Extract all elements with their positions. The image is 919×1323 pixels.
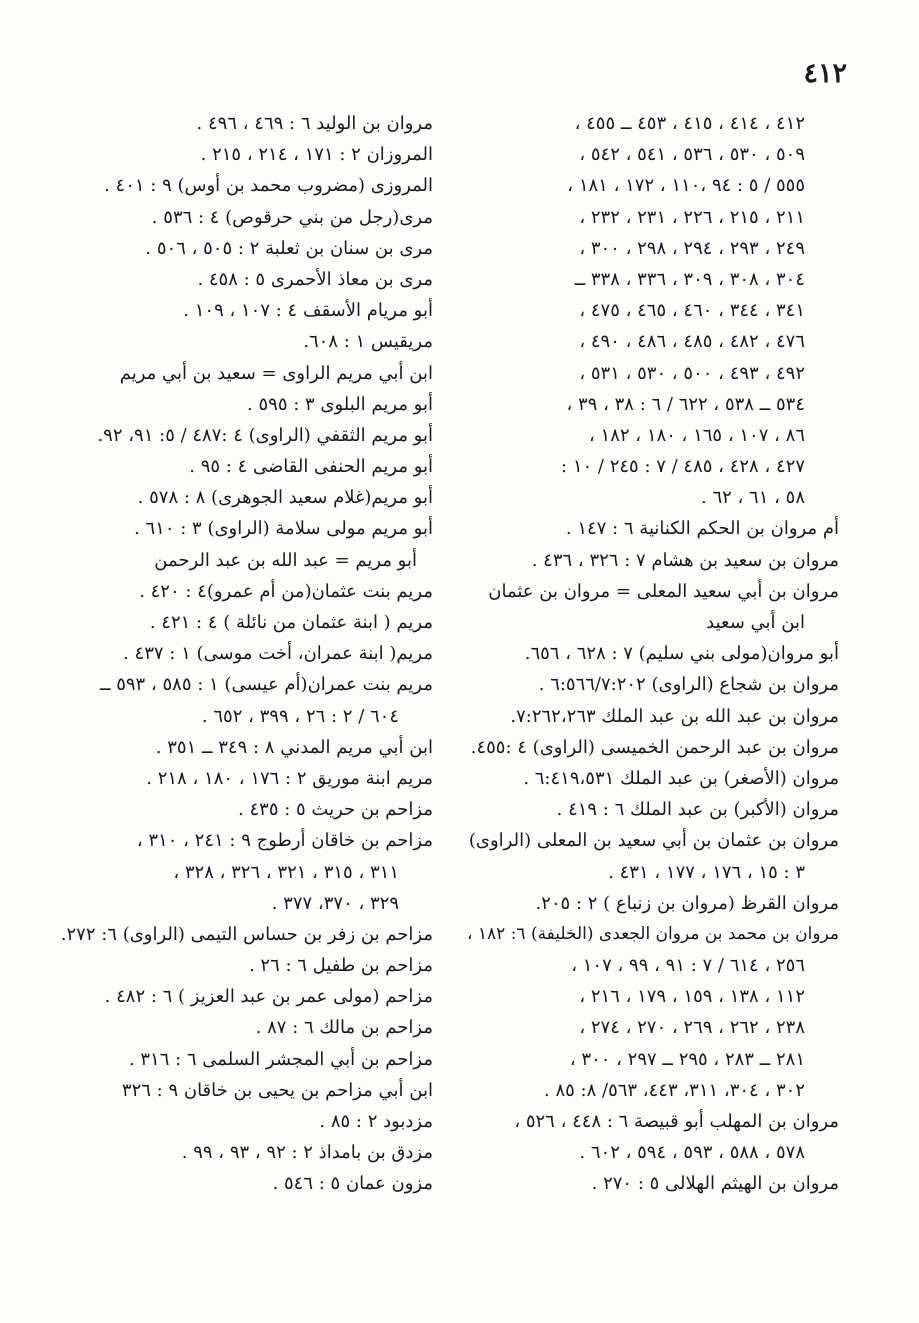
index-line: مروان بن المهلب أبو قبيصة ٦ : ٤٤٨ ، ٥٢٦ ، [514, 1111, 839, 1132]
index-line: مزاحم بن طفيل ٦ : ٢٦ . [248, 955, 433, 977]
index-line: ابن أبي مريم المدني ٨ : ٣٤٩ ــ ٣٥١ . [155, 736, 433, 758]
index-line: مروان بن أبي سعيد المعلى = مروان بن عثمان [488, 580, 839, 602]
index-line: ٣١١ ، ٣١٥ ، ٣٢١ ، ٣٢٦ ، ٣٢٨ ، [173, 861, 399, 883]
index-line: ابن أبي مريم الراوى = سعيد بن أبي مريم [119, 362, 433, 384]
index-line: مزاحم بن زفر بن حساس التيمى (الراوى) ٦: ٢٧٢. [60, 923, 433, 945]
page-number: ٤١٢ [803, 58, 847, 89]
index-line: مريم بنت عثمان(من أم عمرو)٤ : ٤٢٠ . [139, 580, 433, 602]
index-line: ٦٠٤ / ٢ : ٢٦ ، ٣٩٩ ، ٦٥٢ . [201, 705, 399, 727]
index-line: ٤١٢ ، ٤١٤ ، ٤١٥ ، ٤٥٣ ــ ٤٥٥ ، [574, 113, 805, 134]
index-line: ٨٦ ، ١٠٧ ، ١٦٥ ، ١٨٠ ، ١٨٢ ، [589, 424, 805, 446]
index-line: مروان بن الهيثم الهلالى ٥ : ٢٧٠ . [591, 1173, 839, 1195]
index-line: ٣٢٩ ، ٣٧٠، ٣٧٧ . [271, 892, 399, 914]
index-line: ٤٩٢ ، ٤٩٣ ، ٥٠٠ ، ٥٣٠ ، ٥٣١ ، [579, 362, 805, 384]
index-line: مزاحم (مولى عمر بن عبد العزيز ) ٦ : ٤٨٢ . [104, 986, 433, 1008]
index-line: ٢٤٩ ، ٢٩٣ ، ٢٩٤ ، ٢٩٨ ، ٣٠٠ ، [579, 237, 805, 259]
index-line: مروان (الأصغر) بن عبد الملك ٦:٤١٩،٥٣١ . [523, 767, 839, 789]
index-line: ٥٨ ، ٦١ ، ٦٢ . [700, 487, 805, 509]
index-line: مريقيس ١ : ٦٠٨. [303, 331, 433, 353]
index-line: مروان (الأكبر) بن عبد الملك ٦ : ٤١٩ . [556, 799, 839, 821]
index-line: أبو مريم الحنفى القاضى ٤ : ٩٥ . [189, 456, 433, 478]
index-line: مريم ( ابنة عثمان من نائلة ) ٤ : ٤٢١ . [149, 612, 433, 633]
index-line: مروان بن شجاع (الراوى) ٦:٥٦٦/٧:٢٠٢ . [538, 674, 839, 696]
index-line: أبو مريم = عبد الله بن عبد الرحمن [154, 549, 417, 571]
index-line: ٤٧٦ ، ٤٨٢ ، ٤٨٥ ، ٤٨٦ ، ٤٩٠ ، [579, 331, 805, 353]
index-line: أبو مريم(غلام سعيد الجوهرى) ٨ : ٥٧٨ . [137, 487, 433, 509]
index-line: أبو مروان(مولى بني سليم) ٧ : ٦٢٨ ، ٦٥٦. [524, 643, 839, 665]
index-line: مرى بن معاذ الأحمرى ٥ : ٤٥٨ . [197, 268, 433, 290]
index-line: ٥٧٨ ، ٥٨٨ ، ٥٩٣ ، ٥٩٤ ، ٦٠٢ . [579, 1142, 805, 1164]
index-line: مزاحم بن أبي المجشر السلمى ٦ : ٣١٦ . [128, 1048, 433, 1070]
index-line: مروان بن محمد بن مروان الجعدى (الخليفة) ٦: ١٨٢ ، [467, 923, 839, 944]
index-line: أبو مريم الثقفي (الراوى) ٤ :٤٨٧ / ٥: ٩١، ٩٢. [97, 424, 433, 446]
index-line: مريم بنت عمران(أم عيسى) ١ : ٥٨٥ ، ٥٩٣ ــ [99, 674, 433, 696]
index-line: ٥٠٩ ، ٥٣٠ ، ٥٣٦ ، ٥٤١ ، ٥٤٢ ، [579, 144, 805, 166]
index-line: مريم ابنة موريق ٢ : ١٧٦ ، ١٨٠ ، ٢١٨ . [146, 767, 433, 789]
index-line: مزاحم بن خاقان أرطوج ٩ : ٢٤١ ، ٣١٠ ، [136, 830, 433, 852]
index-line: ٢٨١ ــ ٢٨٣ ، ٢٩٥ ــ ٢٩٧ ، ٣٠٠ ، [569, 1048, 805, 1070]
index-line: ١١٢ ، ١٣٨ ، ١٥٩ ، ١٧٩ ، ٢١٦ ، [579, 986, 805, 1008]
index-line: مزون عمان ٥ : ٥٤٦ . [272, 1173, 433, 1195]
index-line: مزدبود ٢ : ٨٥ . [319, 1111, 433, 1132]
index-line: أم مروان بن الحكم الكنانية ٦ : ١٤٧ . [565, 518, 839, 540]
index-line: مزاحم بن حريث ٥ : ٤٣٥ . [238, 799, 433, 821]
index-line: ٣٤١ ، ٣٤٤ ، ٤٦٠ ، ٤٦٥ ، ٤٧٥ ، [579, 300, 805, 322]
index-line: مرى(رجل من بني حرقوص) ٤ : ٥٣٦ . [151, 206, 433, 228]
index-line: ٣٠٢ ، ٣٠٤، ٣١١، ٤٤٣، ٥٦٣/ ٨: ٨٥ . [544, 1079, 805, 1101]
index-line: المروزى (مضروب محمد بن أوس) ٩ : ٤٠١ . [104, 175, 433, 197]
index-line: ٥٥٥ / ٥ : ٩٤ ،١١٠ ، ١٧٢ ، ١٨١ ، [567, 175, 805, 197]
index-line: ٣ : ١٥ ، ١٧٦ ، ١٧٧ ، ٤٣١ . [608, 861, 805, 883]
index-column-left [57, 108, 433, 1200]
index-line: أبو مريم البلوى ٣ : ٥٩٥ . [247, 393, 433, 415]
index-line: ٢١١ ، ٢١٥ ، ٢٢٦ ، ٢٣١ ، ٢٣٢ ، [579, 206, 805, 228]
index-line: المروزان ٢ : ١٧١ ، ٢١٤ ، ٢١٥ . [200, 144, 433, 166]
index-line: مروان بن عثمان بن أبي سعيد بن المعلى (الراوى) [468, 830, 839, 852]
index-line: مروان القرظ (مروان بن زنباع ) ٢ : ٢٠٥. [535, 892, 839, 914]
index-line: ابن أبي سعيد [706, 612, 805, 633]
index-line: ٣٠٤ ، ٣٠٨ ، ٣٠٩ ، ٣٣٦ ، ٣٣٨ ــ [574, 268, 805, 290]
index-line: مزدق بن بامداذ ٢ : ٩٢ ، ٩٣ ، ٩٩ . [181, 1142, 433, 1164]
index-line: مروان بن سعيد بن هشام ٧ : ٣٢٦ ، ٤٣٦ . [531, 549, 839, 571]
index-line: أبو مريام الأسقف ٤ : ١٠٧ ، ١٠٩ . [183, 300, 433, 322]
index-line: مروان بن الوليد ٦ : ٤٦٩ ، ٤٩٦ . [196, 113, 433, 134]
index-line: ٢٣٨ ، ٢٦٢ ، ٢٦٩ ، ٢٧٠ ، ٢٧٤ ، [579, 1017, 805, 1039]
index-column-right [467, 108, 839, 1200]
index-line: ٤٢٧ ، ٤٢٨ ، ٤٨٥ / ٧ : ٢٤٥ / ١٠ : [561, 456, 805, 478]
index-line: ابن أبي مزاحم بن يحيى بن خاقان ٩ : ٣٢٦ [121, 1079, 433, 1101]
index-line: مروان بن عبد الرحمن الخميسى (الراوى) ٤ :٤٥٥. [470, 736, 839, 758]
index-line: مريم( ابنة عمران، أخت موسى) ١ : ٤٣٧ . [123, 643, 433, 665]
index-line: مزاحم بن مالك ٦ : ٨٧ . [255, 1017, 433, 1039]
index-line: ٢٥٦ ، ٦١٤ / ٧ : ٩١ ، ٩٩ ، ١٠٧ ، [571, 955, 805, 977]
index-line: أبو مريم مولى سلامة (الراوى) ٣ : ٦١٠ . [134, 518, 433, 540]
index-line: ٥٣٤ ــ ٥٣٨ ، ٦٢٢ / ٦ : ٣٨ ، ٣٩ ، [566, 393, 805, 415]
index-line: مروان بن عبد الله بن عبد الملك ٧:٢٦٢،٢٦٣. [510, 705, 839, 727]
index-line: مرى بن سنان بن ثعلبة ٢ : ٥٠٥ ، ٥٠٦ . [145, 237, 433, 259]
